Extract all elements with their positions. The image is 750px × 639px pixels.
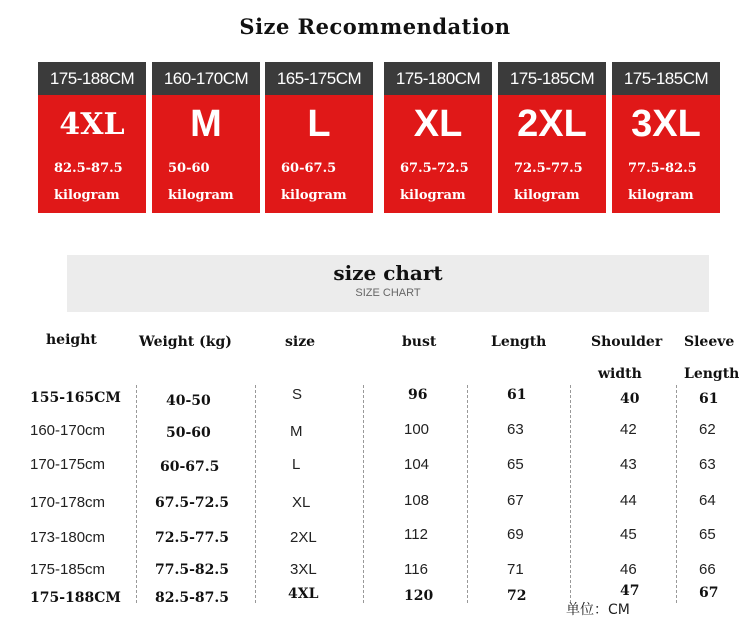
page-title: Size Recommendation bbox=[239, 14, 511, 39]
size-card bbox=[265, 62, 373, 213]
cell-height: 170-175cm bbox=[30, 456, 106, 473]
header-bust: bust bbox=[402, 334, 437, 350]
column-divider bbox=[363, 385, 364, 603]
cell-length: 69 bbox=[507, 526, 524, 543]
size-chart-banner bbox=[67, 255, 709, 312]
card-height: 160-170CM bbox=[152, 62, 260, 95]
size-card bbox=[384, 62, 492, 213]
cell-sleeve: 67 bbox=[699, 585, 719, 601]
cell-weight: 50-60 bbox=[166, 425, 211, 441]
cell-sleeve: 63 bbox=[699, 456, 716, 473]
size-card bbox=[612, 62, 720, 213]
cell-sleeve: 61 bbox=[699, 391, 719, 407]
cell-sleeve: 66 bbox=[699, 561, 716, 578]
card-weight: 60-67.5 bbox=[281, 161, 337, 176]
card-size: L bbox=[307, 102, 331, 145]
card-height: 175-185CM bbox=[498, 62, 606, 95]
cell-shoulder: 44 bbox=[620, 492, 637, 509]
cell-sleeve: 65 bbox=[699, 526, 716, 543]
header-shoulder-width: width bbox=[598, 366, 642, 382]
cell-height: 160-170cm bbox=[30, 422, 106, 439]
card-unit: kilogram bbox=[628, 188, 694, 203]
cell-shoulder: 40 bbox=[620, 391, 640, 407]
column-divider bbox=[570, 385, 571, 603]
size-recommendation-cards bbox=[38, 62, 722, 213]
cell-bust: 108 bbox=[404, 492, 430, 509]
card-size: XL bbox=[413, 102, 463, 145]
header-height: height bbox=[46, 332, 97, 348]
cell-bust: 104 bbox=[404, 456, 430, 473]
cell-shoulder: 43 bbox=[620, 456, 637, 473]
unit-note: 单位：CM bbox=[566, 602, 630, 618]
cell-height: 173-180cm bbox=[30, 529, 106, 546]
card-unit: kilogram bbox=[400, 188, 466, 203]
card-height: 175-188CM bbox=[38, 62, 146, 95]
card-size: 4XL bbox=[59, 106, 125, 142]
cell-shoulder: 45 bbox=[620, 526, 637, 543]
cell-bust: 116 bbox=[404, 561, 428, 578]
header-size: size bbox=[285, 334, 316, 350]
banner-title: size chart bbox=[333, 261, 443, 285]
cell-bust: 100 bbox=[404, 421, 430, 438]
cell-length: 65 bbox=[507, 456, 524, 473]
card-height: 175-180CM bbox=[384, 62, 492, 95]
cell-weight: 72.5-77.5 bbox=[155, 530, 230, 546]
card-unit: kilogram bbox=[281, 188, 347, 203]
cell-height: 175-185cm bbox=[30, 561, 106, 578]
card-weight: 72.5-77.5 bbox=[514, 161, 583, 176]
header-length: Length bbox=[491, 334, 547, 350]
cell-length: 61 bbox=[507, 387, 527, 403]
cell-weight: 67.5-72.5 bbox=[155, 495, 230, 511]
cell-shoulder: 46 bbox=[620, 561, 637, 578]
cell-length: 63 bbox=[507, 421, 524, 438]
cell-length: 71 bbox=[507, 561, 524, 578]
card-weight: 77.5-82.5 bbox=[628, 161, 697, 176]
cell-size: 4XL bbox=[288, 586, 319, 602]
cell-bust: 112 bbox=[404, 526, 428, 543]
size-card bbox=[38, 62, 146, 213]
card-weight: 67.5-72.5 bbox=[400, 161, 469, 176]
cell-weight: 82.5-87.5 bbox=[155, 590, 230, 606]
cell-sleeve: 62 bbox=[699, 421, 716, 438]
cell-size: S bbox=[292, 386, 303, 403]
card-height: 175-185CM bbox=[612, 62, 720, 95]
card-size: M bbox=[190, 102, 222, 145]
card-size: 3XL bbox=[631, 102, 701, 145]
cell-shoulder: 47 bbox=[620, 583, 640, 599]
column-divider bbox=[467, 385, 468, 603]
cell-size: M bbox=[290, 423, 303, 440]
size-card bbox=[152, 62, 260, 213]
card-weight: 50-60 bbox=[168, 161, 210, 176]
cell-weight: 60-67.5 bbox=[160, 459, 220, 475]
cell-weight: 77.5-82.5 bbox=[155, 562, 230, 578]
cell-size: L bbox=[292, 456, 301, 473]
cell-size: 2XL bbox=[290, 529, 317, 546]
header-sleeve: Sleeve bbox=[684, 334, 735, 350]
header-weight: Weight (kg) bbox=[139, 334, 232, 350]
cell-height: 170-178cm bbox=[30, 494, 106, 511]
cell-size: XL bbox=[292, 494, 311, 511]
header-sleeve-length: Length bbox=[684, 366, 740, 382]
column-divider bbox=[676, 385, 677, 603]
card-height: 165-175CM bbox=[265, 62, 373, 95]
banner-subtitle: SIZE CHART bbox=[355, 287, 421, 299]
cell-weight: 40-50 bbox=[166, 393, 211, 409]
cell-size: 3XL bbox=[290, 561, 317, 578]
cell-height: 175-188CM bbox=[30, 590, 121, 606]
column-divider bbox=[136, 385, 137, 603]
cell-sleeve: 64 bbox=[699, 492, 716, 509]
card-unit: kilogram bbox=[54, 188, 120, 203]
card-size: 2XL bbox=[517, 102, 587, 145]
cell-height: 155-165CM bbox=[30, 390, 121, 406]
size-card bbox=[498, 62, 606, 213]
card-unit: kilogram bbox=[168, 188, 234, 203]
cell-length: 72 bbox=[507, 588, 527, 604]
cell-shoulder: 42 bbox=[620, 421, 637, 438]
column-divider bbox=[255, 385, 256, 603]
header-shoulder: Shoulder bbox=[591, 334, 663, 350]
cell-bust: 120 bbox=[404, 588, 434, 604]
card-weight: 82.5-87.5 bbox=[54, 161, 123, 176]
cell-length: 67 bbox=[507, 492, 524, 509]
cell-bust: 96 bbox=[408, 387, 428, 403]
card-unit: kilogram bbox=[514, 188, 580, 203]
